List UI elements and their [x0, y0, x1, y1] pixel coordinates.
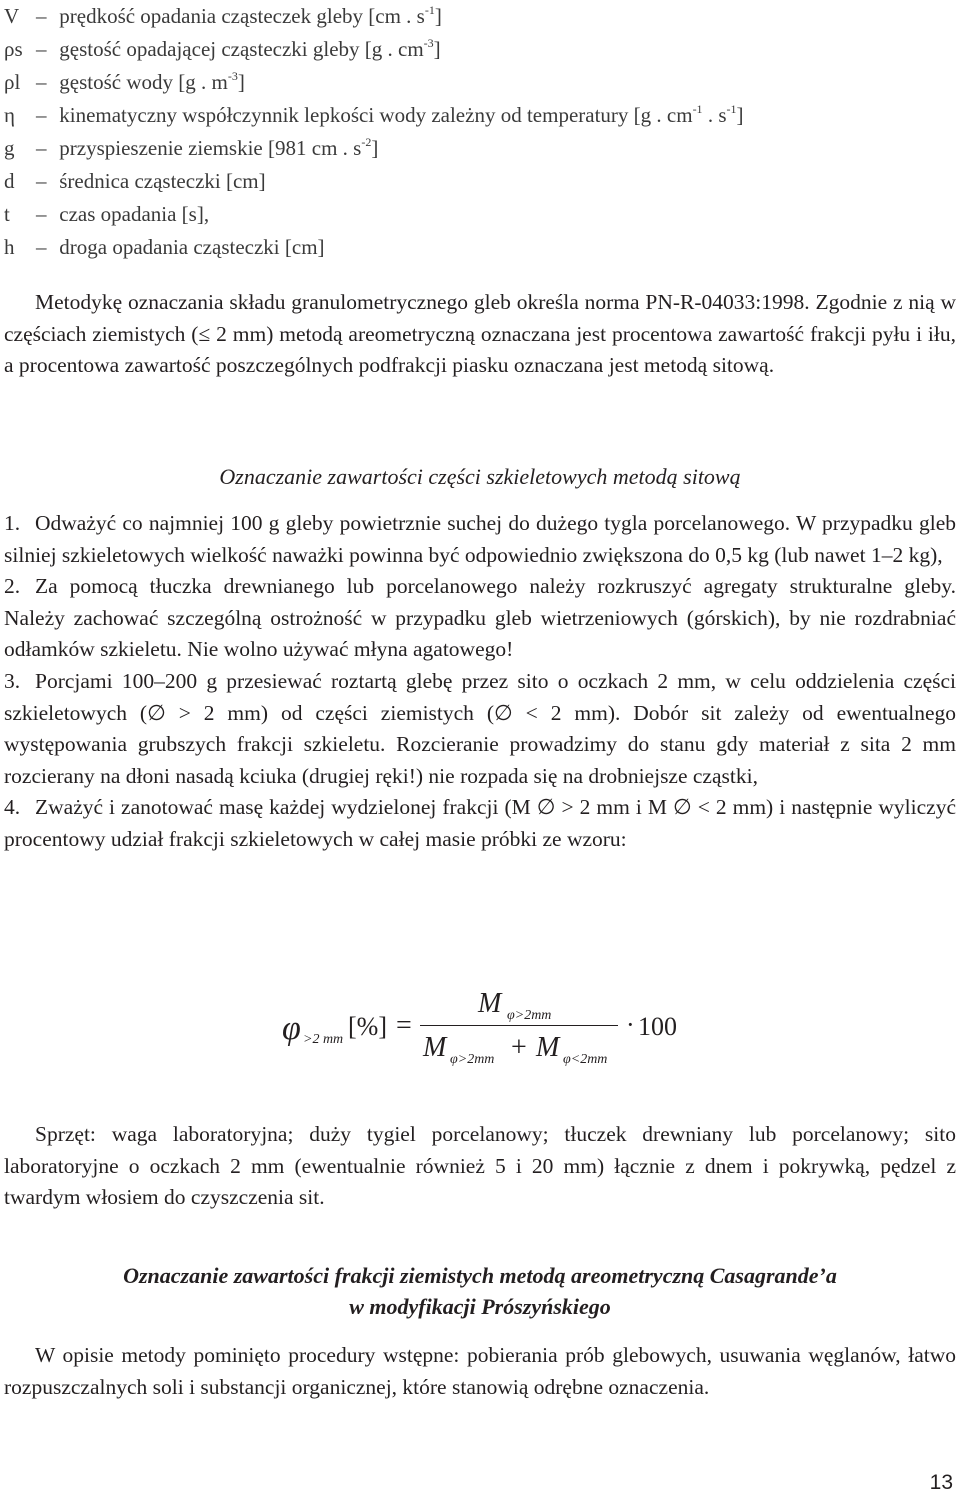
formula-plus: + — [511, 1032, 527, 1063]
formula-lhs-subscript: >2 mm — [303, 1032, 344, 1047]
legend-symbol: d — [4, 169, 15, 193]
legend-symbol: η — [4, 103, 15, 127]
legend-row — [4, 0, 954, 33]
legend-description: droga opadania cząsteczki [cm] — [54, 235, 325, 259]
formula-denominator-term-1: M — [423, 1032, 447, 1063]
formula-denominator-term-2: M — [536, 1032, 560, 1063]
formula-multiply-dot: · — [626, 1010, 635, 1039]
legend-dash: – — [36, 103, 47, 127]
step-text: Zważyć i zanotować masę każdej wydzielonej frakcji (M ∅ > 2 mm i M ∅ < 2 mm) i następnie wyliczyć procentowy udział frakcji szkieletowych w całej masie próbki ze wzoru: — [4, 795, 956, 851]
intro-sentence-1: Metodykę oznaczania składu granulometrycznego gleb określa norma PN-R-04033:1998. — [35, 290, 810, 314]
formula-denominator-subscript-1: φ>2mm — [450, 1052, 495, 1067]
formula-numerator: M — [478, 988, 502, 1019]
formula-equals: = — [396, 1010, 412, 1041]
fraction-bar — [420, 1025, 618, 1026]
legend-symbol: t — [4, 202, 10, 226]
legend-dash: – — [36, 169, 47, 193]
intro-sentence-2: Zgodnie z nią w częściach ziemistych (≤ 2 mm) metodą areometryczną oznaczana jest procentowa zawartość frakcji pyłu i iłu, a procentowa zawartość poszczególnych podfrakcji piasku oznaczana jest metodą sitową. — [4, 290, 956, 378]
intro-paragraph — [4, 287, 956, 382]
legend-dash: – — [36, 235, 47, 259]
method-paragraph: W opisie metody pominięto procedury wstępne: pobierania prób glebowych, usuwania węglanów, łatwo rozpuszczalnych soli i substancji organicznej, które stanowią odrębne oznaczenia. — [4, 1343, 956, 1399]
legend-row — [4, 198, 954, 231]
legend-row — [4, 231, 954, 264]
procedure-step — [4, 792, 956, 855]
procedure-step — [4, 508, 956, 571]
step-number: 1. — [4, 511, 21, 535]
section-heading-sieve-method: Oznaczanie zawartości części szkieletowych metodą sitową — [219, 464, 741, 489]
legend-symbol: V — [4, 4, 20, 28]
legend-row — [4, 66, 954, 99]
legend-description: średnica cząsteczki [cm] — [54, 169, 266, 193]
legend-description: czas opadania [s], — [54, 202, 210, 226]
equipment-paragraph: Sprzęt: waga laboratoryjna; duży tygiel porcelanowy; tłuczek drewniany lub porcelanowy; sito laboratoryjne o oczkach 2 mm (ewentualnie również 5 i 20 mm) łącznie z dnem i pokrywką, pędzel z twardym włosiem do czyszczenia sit. — [4, 1122, 956, 1210]
procedure-step — [4, 571, 956, 666]
step-text: Porcjami 100–200 g przesiewać roztartą glebę przez sito o oczkach 2 mm, w celu oddzielenia części szkieletowych (∅ > 2 mm) od części ziemistych (∅ < 2 mm). Dobór sit zależy od ewentualnego występowania grubszych frakcji szkieletu. Rozcieranie prowadzimy do stanu gdy materiał z sita 2 mm rozcierany na dłoni nasadą kciuka (drugiej ręki!) nie rozpada się na drobniejsze cząstki, — [4, 668, 956, 788]
symbol-legend — [4, 0, 954, 264]
legend-dash: – — [36, 202, 47, 226]
step-text: Za pomocą tłuczka drewnianego lub porcelanowego należy rozkruszyć agregaty strukturalne gleby. Należy zachować szczególną ostrożność w przypadku gleb wietrzeniowych (górskich), by nie rozdrabniać odłamków szkieletu. Nie wolno używać młyna agatowego! — [4, 574, 956, 662]
legend-row — [4, 132, 954, 165]
legend-symbol: ρs — [4, 37, 23, 61]
legend-description: kinematyczny współczynnik lepkości wody zależny od temperatury [g . $cm^{-1}$ . $s^{-1}$] — [54, 102, 744, 127]
legend-row — [4, 165, 954, 198]
page-number: 13 — [929, 1471, 953, 1494]
formula-lhs-symbol: φ — [282, 1010, 301, 1047]
legend-dash: – — [36, 37, 47, 61]
legend-description: prędkość opadania cząsteczek gleby [cm . $s^{-1}$] — [54, 3, 442, 28]
legend-description: przyspieszenie ziemskie [981 cm . $s^{-2}$] — [54, 135, 379, 160]
step-number: 3. — [4, 668, 21, 693]
step-text: Odważyć co najmniej 100 g gleby powietrznie suchej do dużego tygla porcelanowego. W przypadku gleb silniej szkieletowych wielkość naważki powinna być odpowiednio zwiększona do 0,5 kg (lub nawet 1–2 kg), — [4, 511, 956, 567]
step-number: 4. — [4, 795, 21, 820]
legend-row — [4, 33, 954, 66]
legend-row — [4, 99, 954, 132]
legend-symbol: g — [4, 136, 15, 160]
section-heading-hydrometer-method — [0, 1260, 960, 1322]
step-number: 2. — [4, 574, 21, 599]
section-heading-line-1: Oznaczanie zawartości frakcji ziemistych metodą areometryczną Casagrande’a — [123, 1263, 837, 1288]
procedure-step — [4, 666, 956, 792]
formula-lhs-unit: [%] — [348, 1012, 387, 1041]
legend-description: gęstość wody [g . $m^{-3}$] — [54, 69, 245, 94]
formula-numerator-subscript: φ>2mm — [507, 1008, 552, 1023]
procedure-steps — [4, 508, 956, 856]
legend-description: gęstość opadającej cząsteczki gleby [g . $cm^{-3}$] — [54, 36, 441, 61]
legend-dash: – — [36, 4, 47, 28]
legend-dash: – — [36, 136, 47, 160]
legend-symbol: h — [4, 235, 15, 259]
legend-dash: – — [36, 70, 47, 94]
section-heading-line-2: w modyfikacji Prószyńskiego — [349, 1294, 611, 1319]
legend-symbol: ρl — [4, 70, 21, 94]
formula-denominator-subscript-2: φ<2mm — [563, 1052, 608, 1067]
skeletal-fraction-formula — [282, 988, 702, 1078]
formula-factor: 100 — [638, 1012, 677, 1041]
